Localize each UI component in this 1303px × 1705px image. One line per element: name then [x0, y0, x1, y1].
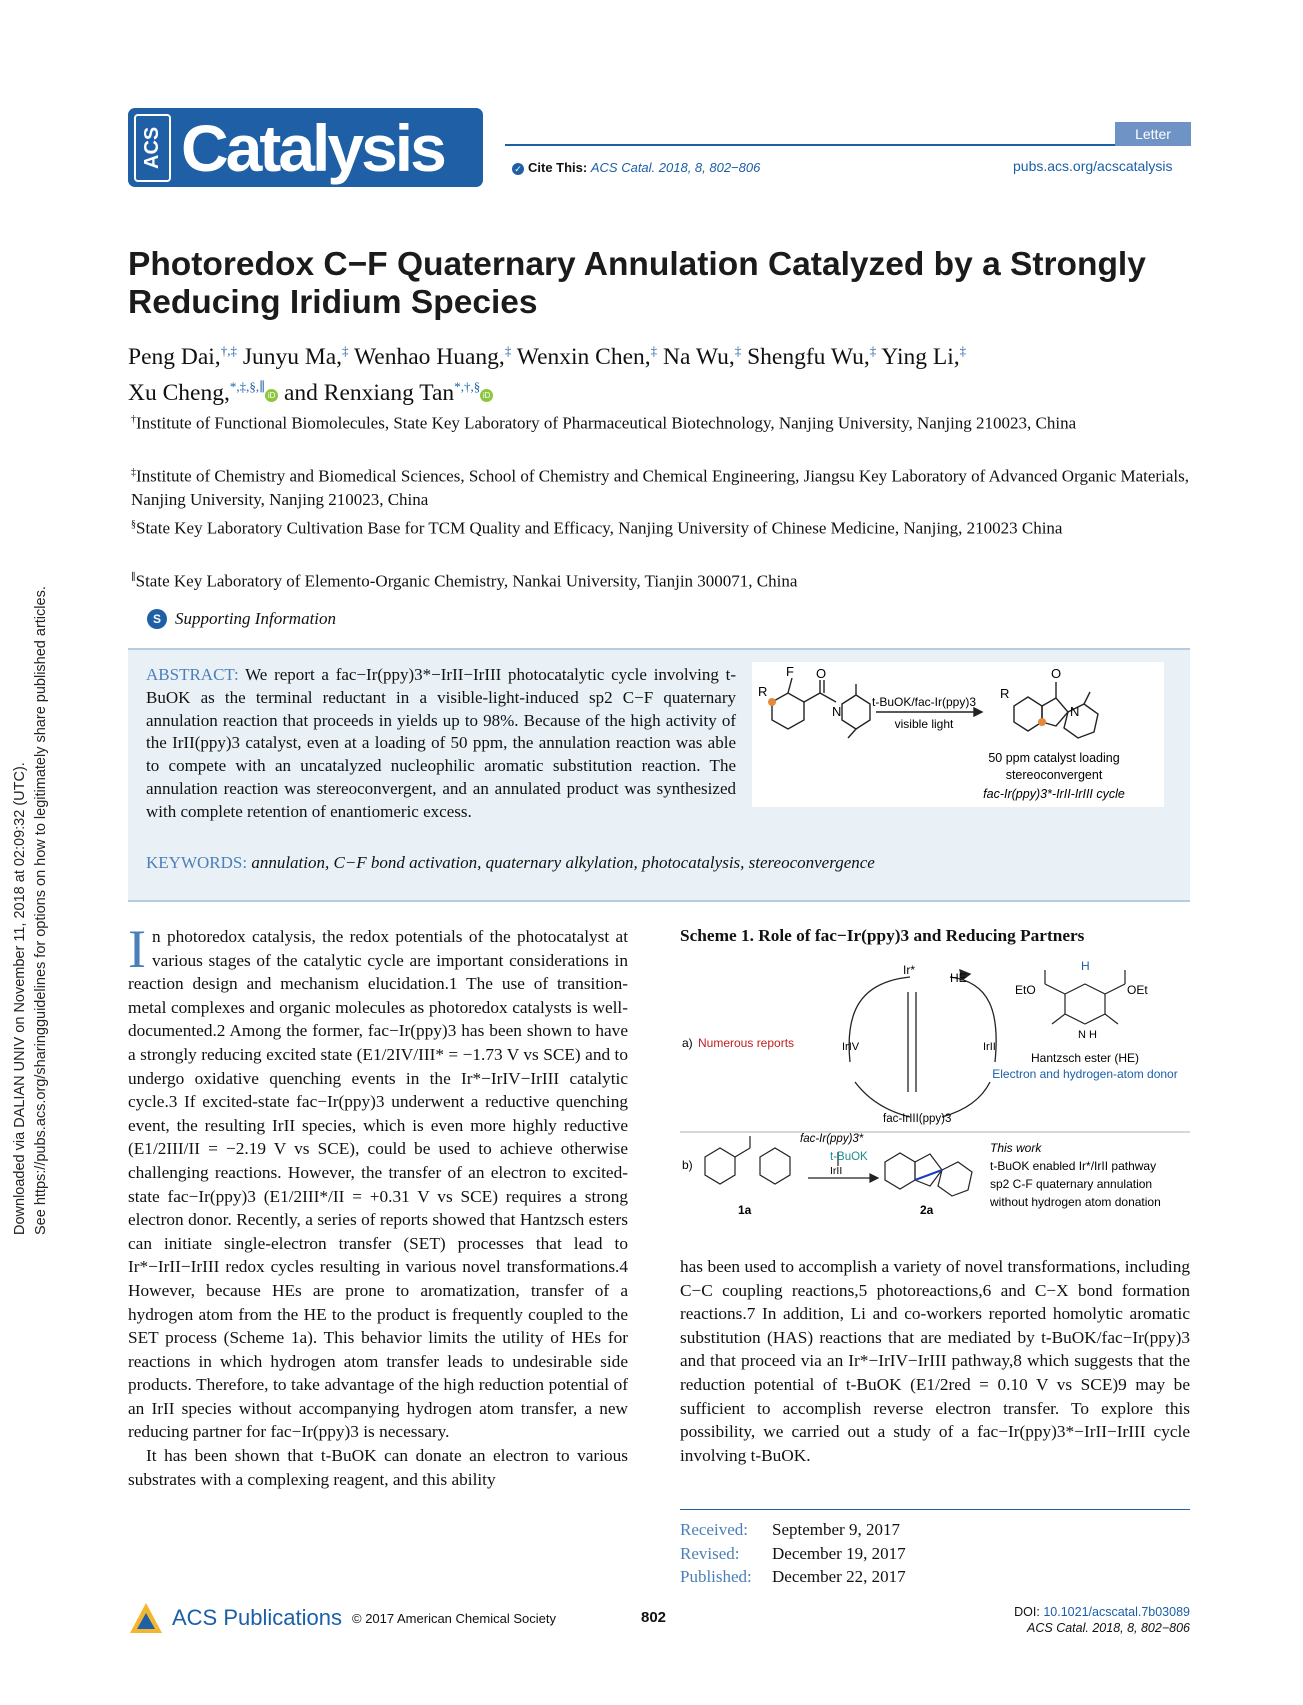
- revised-label: Revised:: [680, 1543, 740, 1563]
- article-title: Photoredox C−F Quaternary Annulation Catalyzed by a Strongly Reducing Iridium Species: [128, 246, 1146, 321]
- atom-O: O: [816, 666, 827, 681]
- affiliation: ∥State Key Laboratory of Elemento-Organic Chemistry, Nankai University, Tianjin 300071, China: [131, 571, 798, 591]
- doi-label: DOI:: [1014, 1605, 1040, 1619]
- logo-word: Catalysis: [181, 110, 444, 185]
- label-ir-iv: IrIV: [842, 1041, 860, 1053]
- abstract: [146, 664, 736, 824]
- label-ir-star: Ir*: [903, 963, 915, 977]
- abstract-text: We report a fac−Ir(ppy)3*−IrII−IrIII photocatalytic cycle involving t-BuOK as the terminal reductant in a visible-light-induced sp2 C−F quaternary annulation reaction that proceeds in yields up to 98%. Because of the high activity of the IrII(ppy)3 catalyst, even at a loading of 50 ppm, the annulation reaction was able to compete with an uncatalyzed nucleophilic aromatic substitution reaction. The annulation reaction was stereoconvergent, and an annulated product was synthesized with complete retention of enantiomeric excess.: [146, 665, 736, 821]
- author[interactable]: and Renxiang Tan*,†,§iD: [284, 380, 493, 406]
- cite-ref[interactable]: ACS Catal. 2018, 8, 802−806: [590, 160, 761, 175]
- compound-2a: 2a: [920, 1203, 934, 1217]
- page-number: 802: [641, 1609, 667, 1626]
- download-notice: [10, 235, 52, 1235]
- he-oet: OEt: [1127, 983, 1148, 997]
- b-note-line: t-BuOK enabled Ir*/IrII pathway: [990, 1159, 1157, 1173]
- published-label: Published:: [680, 1567, 752, 1586]
- cite-label: Cite This:: [528, 160, 588, 175]
- published-date: December 22, 2017: [772, 1567, 906, 1586]
- paragraph: In photoredox catalysis, the redox potentials of the photocatalyst at various stages of the catalytic cycle are important considerations in reaction design and mechanism elucidation.1 The use of transition-metal complexes and organic molecules as photoredox catalysts is well-documented.2 Among the former, fac−Ir(ppy)3 has been shown to have a strongly reducing excited state (E1/2IV/III* = −1.73 V vs SCE) and to undergo oxidative quenching events in the Ir*−IrIV−IrIII catalytic cycle.3 If excited-state fac−Ir(ppy)3 underwent a reductive quenching event, the resulting IrII species, which is even more highly reductive (E1/2III/II = −2.19 V vs SCE), could be used to achieve otherwise challenging reactions. However, the transfer of an electron to excited-state fac−Ir(ppy)3 (E1/2III*/II = +0.31 V vs SCE) requires a strong electron donor. Recently, a series of reports showed that Hantzsch esters can initiate single-electron transfer (SET) processes that lead to Ir*−IrII−IrIII redox cycles resulting in various novel transformations.4 However, because HEs are prone to aromatization, transfer of a hydrogen atom from the HE to the product is frequently coupled to the SET process (Scheme 1a). This behavior limits the utility of HEs for reactions in which hydrogen atom transfer leads to undesirable side products. Therefore, to take advantage of the high reduction potential of an IrII species without accompanying hydrogen atom transfer, a new reducing partner for fac−Ir(ppy)3 is necessary.: [128, 919, 628, 1442]
- atom-R: R: [1000, 686, 1010, 701]
- supporting-information-link[interactable]: S Supporting Information: [147, 609, 336, 629]
- affiliation: ‡Institute of Chemistry and Biomedical Sciences, School of Chemistry and Chemical Engineering, Jiangsu Key Laboratory of Advanced Organic Materials, Nanjing University, Nanjing 210023, China: [131, 466, 1189, 509]
- abstract-graphic: [752, 662, 1164, 807]
- author-list: [128, 336, 1188, 408]
- revised-date: December 19, 2017: [772, 1543, 906, 1563]
- footer-citation: ACS Catal. 2018, 8, 802−806: [1027, 1621, 1190, 1635]
- b-note-line: sp2 C-F quaternary annulation: [990, 1177, 1153, 1191]
- arrow-condition: visible light: [894, 717, 954, 731]
- label-ir-iii: fac-IrIII(ppy)3: [883, 1113, 952, 1125]
- journal-url[interactable]: pubs.acs.org/acscatalysis: [1013, 158, 1173, 174]
- author[interactable]: Xu Cheng,*,‡,§,∥iD: [128, 380, 278, 406]
- he-h-atom: H: [1081, 959, 1090, 973]
- he-nh: N H: [1078, 1029, 1097, 1041]
- b-irii: IrII: [830, 1165, 843, 1177]
- he-eto: EtO: [1015, 983, 1036, 997]
- atom-N: N: [1070, 704, 1080, 719]
- scheme-figure: [680, 952, 1190, 1217]
- article-type-badge: Letter: [1115, 122, 1191, 146]
- supporting-info-icon: S: [147, 609, 167, 629]
- check-icon: ✓: [512, 163, 524, 175]
- acs-publications-icon: [128, 1601, 164, 1635]
- scheme-b-label: b): [682, 1158, 693, 1172]
- header-rule: [505, 144, 1191, 146]
- author[interactable]: Shengfu Wu,‡: [747, 343, 877, 370]
- author[interactable]: Wenhao Huang,‡: [354, 343, 512, 370]
- affiliation: †Institute of Functional Biomolecules, State Key Laboratory of Pharmaceutical Biotechnology, Nanjing University, Nanjing 210023, China: [131, 413, 1077, 433]
- atom-N: N: [832, 704, 842, 719]
- atom-O: O: [1051, 666, 1062, 681]
- b-tbuok: t-BuOK: [830, 1151, 868, 1163]
- note-loading: 50 ppm catalyst loading: [988, 751, 1120, 765]
- logo-acs: ACS: [134, 114, 171, 182]
- he-description: Electron and hydrogen-atom donor: [992, 1067, 1178, 1081]
- atom-F: F: [786, 664, 794, 679]
- author[interactable]: Wenxin Chen,‡: [516, 343, 658, 370]
- scheme-title: Scheme 1. Role of fac−Ir(ppy)3 and Reducing Partners: [680, 926, 1085, 945]
- keywords-label: KEYWORDS:: [146, 853, 248, 872]
- note-stereo: stereoconvergent: [1005, 768, 1103, 782]
- download-notice-line2[interactable]: See https://pubs.acs.org/sharingguidelines for options on how to legitimately share published articles.: [33, 586, 49, 1235]
- label-ir-ii: IrII: [983, 1041, 996, 1053]
- cite-this[interactable]: [512, 160, 760, 175]
- author[interactable]: Na Wu,‡: [663, 343, 742, 370]
- article-dates: [680, 1518, 906, 1589]
- author[interactable]: Junyu Ma,‡: [242, 343, 349, 370]
- abstract-label: ABSTRACT:: [146, 665, 239, 684]
- arrow-reagent: t-BuOK/fac-Ir(ppy)3: [871, 695, 977, 709]
- journal-logo[interactable]: [128, 108, 483, 187]
- dates-rule: [680, 1509, 1190, 1510]
- paragraph: has been used to accomplish a variety of novel transformations, including C−C coupling reactions,5 photoreactions,6 and C−X bond formation reactions.7 In addition, Li and co-workers reported homolytic aromatic substitution (HAS) reactions that are mediated by t-BuOK/fac−Ir(ppy)3 and that proceed via an Ir*−IrIV−IrIII pathway,8 which suggests that the reduction potential of t-BuOK (E1/2red = 0.10 V vs SCE)9 may be sufficient to accomplish reverse electron transfer. To explore this possibility, we carried out a study of a fac−Ir(ppy)3*−IrII−IrIII cycle involving t-BuOK.: [680, 1257, 1190, 1465]
- received-date: September 9, 2017: [772, 1520, 900, 1539]
- label-he: HE: [950, 971, 967, 985]
- b-note-title: This work: [990, 1141, 1042, 1155]
- doi-link[interactable]: 10.1021/acscatal.7b03089: [1043, 1605, 1190, 1619]
- doi-block: [950, 1604, 1190, 1636]
- orcid-icon[interactable]: iD: [265, 389, 278, 402]
- body-right-column: [680, 1255, 1190, 1467]
- b-catalyst: fac-Ir(ppy)3*: [800, 1133, 864, 1145]
- keywords-text: annulation, C−F bond activation, quaternary alkylation, photocatalysis, stereoconvergence: [251, 853, 875, 872]
- author[interactable]: Ying Li,‡: [881, 343, 967, 370]
- body-left-column: [128, 919, 628, 1491]
- dropcap: I: [128, 919, 146, 979]
- acs-publications-logo[interactable]: ACS Publications: [128, 1601, 342, 1635]
- received-label: Received:: [680, 1520, 748, 1539]
- orcid-icon[interactable]: iD: [480, 389, 493, 402]
- scheme-a-label: a): [682, 1036, 693, 1050]
- note-cycle: fac-Ir(ppy)3*-IrII-IrIII cycle: [983, 787, 1125, 801]
- keywords: [146, 853, 1176, 873]
- affiliation: §State Key Laboratory Cultivation Base for TCM Quality and Efficacy, Nanjing University of Chinese Medicine, Nanjing, 210023 China: [131, 518, 1063, 538]
- paragraph: It has been shown that t-BuOK can donate an electron to various substrates with a complexing reagent, and this ability: [128, 1446, 628, 1489]
- author[interactable]: Peng Dai,†,‡: [128, 343, 237, 370]
- numerous-reports: Numerous reports: [698, 1036, 795, 1050]
- copyright: © 2017 American Chemical Society: [352, 1611, 556, 1626]
- b-note-line: without hydrogen atom donation: [990, 1195, 1161, 1209]
- download-notice-line1: Downloaded via DALIAN UNIV on November 11, 2018 at 02:09:32 (UTC).: [12, 762, 28, 1235]
- he-name: Hantzsch ester (HE): [1030, 1051, 1140, 1065]
- atom-R: R: [758, 684, 768, 699]
- compound-1a: 1a: [738, 1203, 752, 1217]
